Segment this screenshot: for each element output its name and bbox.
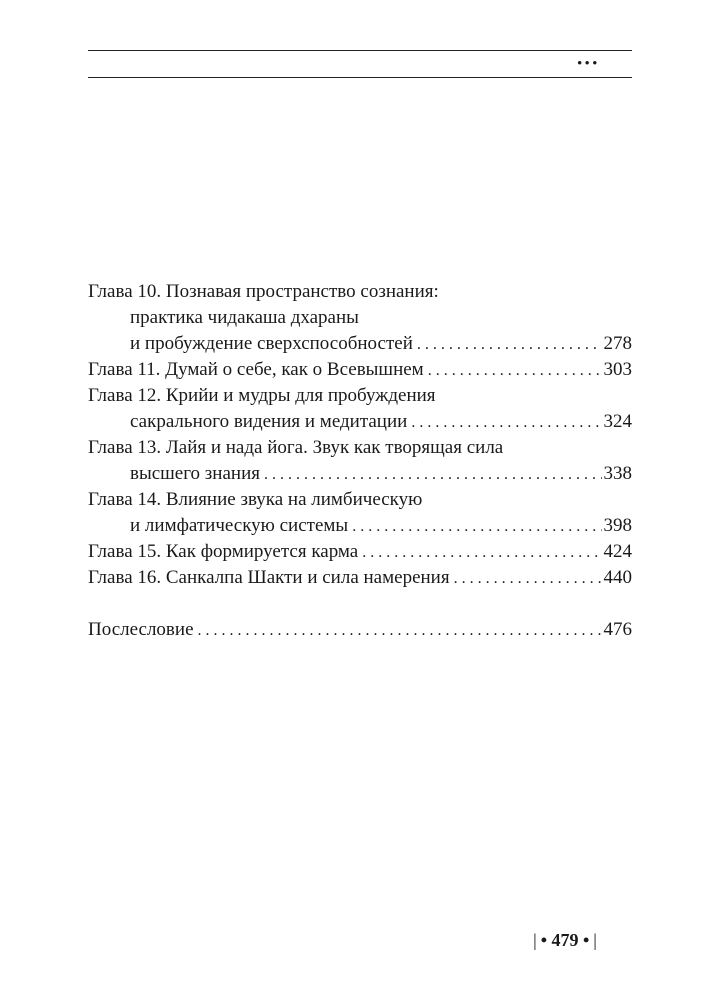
toc-entry-text: Глава 16. Санкалпа Шакти и сила намерения — [88, 567, 450, 588]
dot-leader — [454, 566, 602, 592]
toc-entry-ch13-line1: Глава 13. Лайя и нада йога. Звук как творящая сила — [88, 437, 504, 458]
toc-spacer — [88, 591, 632, 617]
page-number-folio — [520, 929, 610, 951]
toc-entry-ch14-line1: Глава 14. Влияние звука на лимбическую — [88, 489, 423, 510]
toc-entry-ch14-line2 — [88, 513, 632, 539]
toc-entry-ch13-line2 — [88, 461, 632, 487]
dot-leader — [198, 618, 602, 644]
toc-entry-text: высшего знания — [130, 463, 260, 484]
folio-bar-left: | — [533, 930, 537, 950]
toc-entry-afterword — [88, 617, 632, 643]
toc-page-number: 424 — [603, 541, 632, 562]
toc-page-number: 303 — [603, 359, 632, 380]
dot-leader — [428, 358, 602, 384]
toc-entry-ch10-line3 — [88, 331, 632, 357]
toc-entry-text: и лимфатическую системы — [130, 515, 349, 536]
toc-entry-text: Послесловие — [88, 619, 194, 640]
toc-entry-text: сакрального видения и медитации — [130, 411, 408, 432]
toc-entry-ch11 — [88, 357, 632, 383]
dot-leader — [264, 462, 602, 488]
toc-page-number: 398 — [603, 515, 632, 536]
toc-entry-text: и пробуждение сверхспособностей — [130, 333, 413, 354]
toc-entry-ch10-line2: практика чидакаша дхараны — [130, 307, 359, 328]
toc-entry-ch12-line2 — [88, 409, 632, 435]
header-ellipsis: ••• — [577, 55, 600, 70]
toc-page-number: 324 — [603, 411, 632, 432]
toc-entry-ch10-line1: Глава 10. Познавая пространство сознания: — [88, 281, 439, 302]
toc-page-number: 440 — [603, 567, 632, 588]
toc-entry-ch15 — [88, 539, 632, 565]
toc-page-number: 278 — [603, 333, 632, 354]
header-rule-top — [88, 50, 632, 51]
folio-number: • 479 • — [540, 930, 590, 950]
toc-page-number: 338 — [603, 463, 632, 484]
folio-bar-right: | — [593, 930, 597, 950]
toc-entry-ch12-line1: Глава 12. Крийи и мудры для пробуждения — [88, 385, 436, 406]
toc-entry-text: Глава 15. Как формируется карма — [88, 541, 359, 562]
dot-leader — [417, 332, 602, 358]
dot-leader — [411, 410, 601, 436]
toc-page-number: 476 — [603, 619, 632, 640]
dot-leader — [352, 514, 601, 540]
header-rule-bottom — [88, 77, 632, 78]
toc-entry-ch16 — [88, 565, 632, 591]
dot-leader — [362, 540, 601, 566]
table-of-contents — [88, 279, 632, 643]
toc-entry-text: Глава 11. Думай о себе, как о Всевышнем — [88, 359, 424, 380]
